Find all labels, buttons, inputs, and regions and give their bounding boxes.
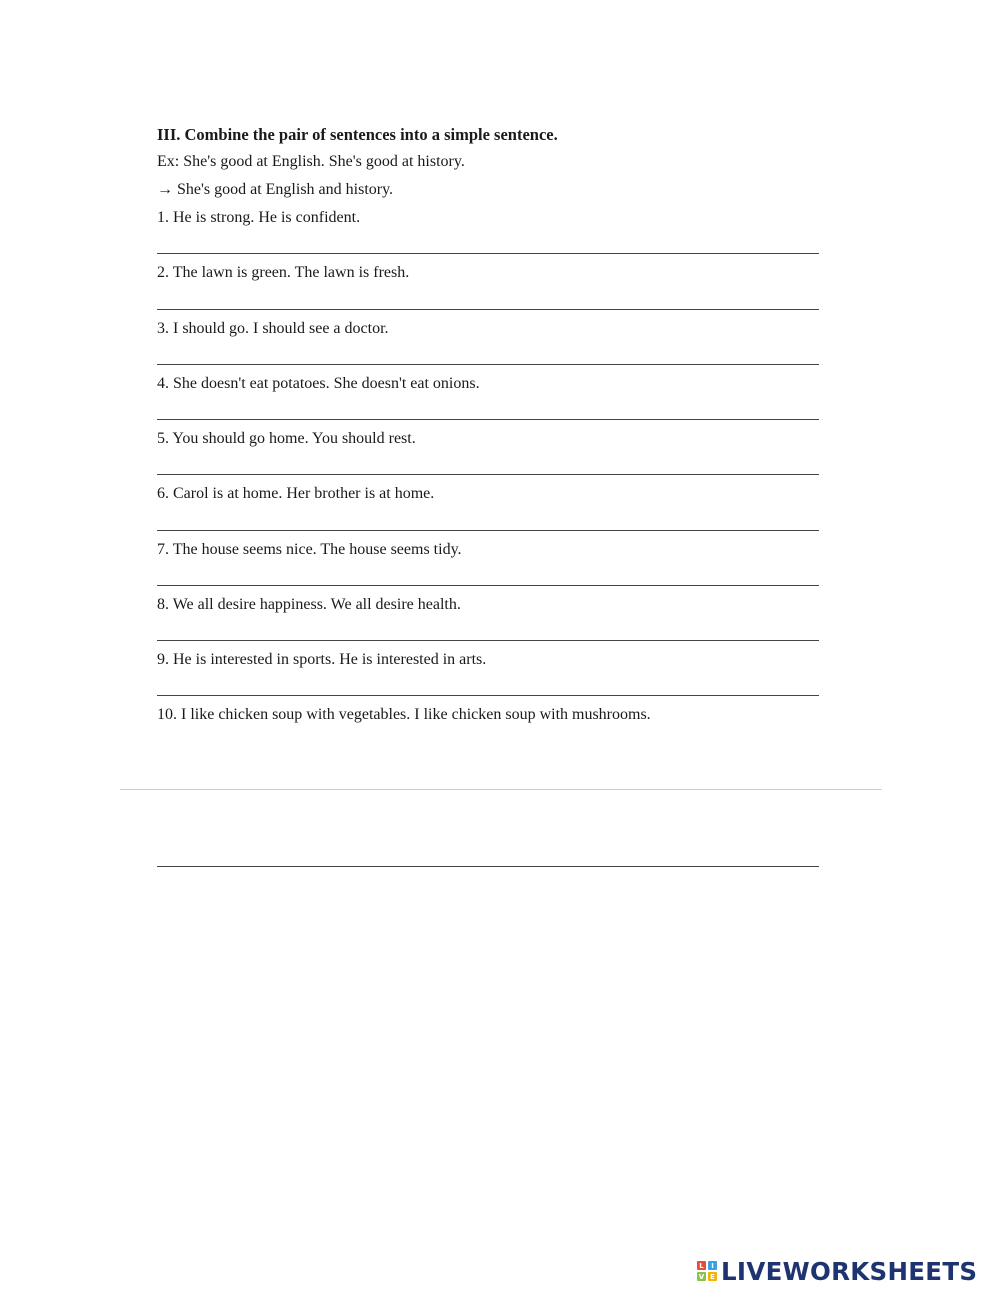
logo-block-l: L — [697, 1261, 706, 1270]
answer-line-3[interactable] — [157, 364, 819, 365]
answer-line-10[interactable] — [157, 866, 819, 867]
exercise-item-7: 7. The house seems nice. The house seems tidy. — [157, 541, 462, 558]
logo-block-e: E — [708, 1272, 717, 1281]
logo-block-i: I — [708, 1261, 717, 1270]
exercise-item-10: 10. I like chicken soup with vegetables. I like chicken soup with mushrooms. — [157, 706, 651, 723]
liveworksheets-logo — [697, 1257, 977, 1285]
logo-block-v: V — [698, 1272, 705, 1281]
example-answer: → She's good at English and history. — [157, 181, 394, 198]
exercise-item-1: 1. He is strong. He is confident. — [157, 209, 361, 226]
answer-line-8[interactable] — [157, 640, 819, 641]
exercise-item-9: 9. He is interested in sports. He is interested in arts. — [157, 651, 487, 668]
answer-line-2[interactable] — [157, 309, 819, 310]
exercise-item-5: 5. You should go home. You should rest. — [157, 430, 416, 447]
example-sentence: Ex: She's good at English. She's good at history. — [157, 153, 465, 170]
worksheet-title: III. Combine the pair of sentences into a simple sentence. — [157, 125, 558, 144]
exercise-item-6: 6. Carol is at home. Her brother is at home. — [157, 485, 435, 502]
answer-line-1[interactable] — [157, 253, 819, 254]
answer-line-9[interactable] — [157, 695, 819, 696]
logo-blocks-icon — [697, 1261, 717, 1281]
answer-line-5[interactable] — [157, 474, 819, 475]
exercise-item-2: 2. The lawn is green. The lawn is fresh. — [157, 264, 410, 281]
exercise-item-3: 3. I should go. I should see a doctor. — [157, 320, 389, 337]
page-divider — [120, 789, 882, 790]
answer-line-7[interactable] — [157, 585, 819, 586]
logo-wordmark: LIVEWORKSHEETS — [721, 1256, 978, 1286]
exercise-item-8: 8. We all desire happiness. We all desire health. — [157, 596, 461, 613]
answer-line-4[interactable] — [157, 419, 819, 420]
exercise-item-4: 4. She doesn't eat potatoes. She doesn't eat onions. — [157, 375, 480, 392]
answer-line-6[interactable] — [157, 530, 819, 531]
